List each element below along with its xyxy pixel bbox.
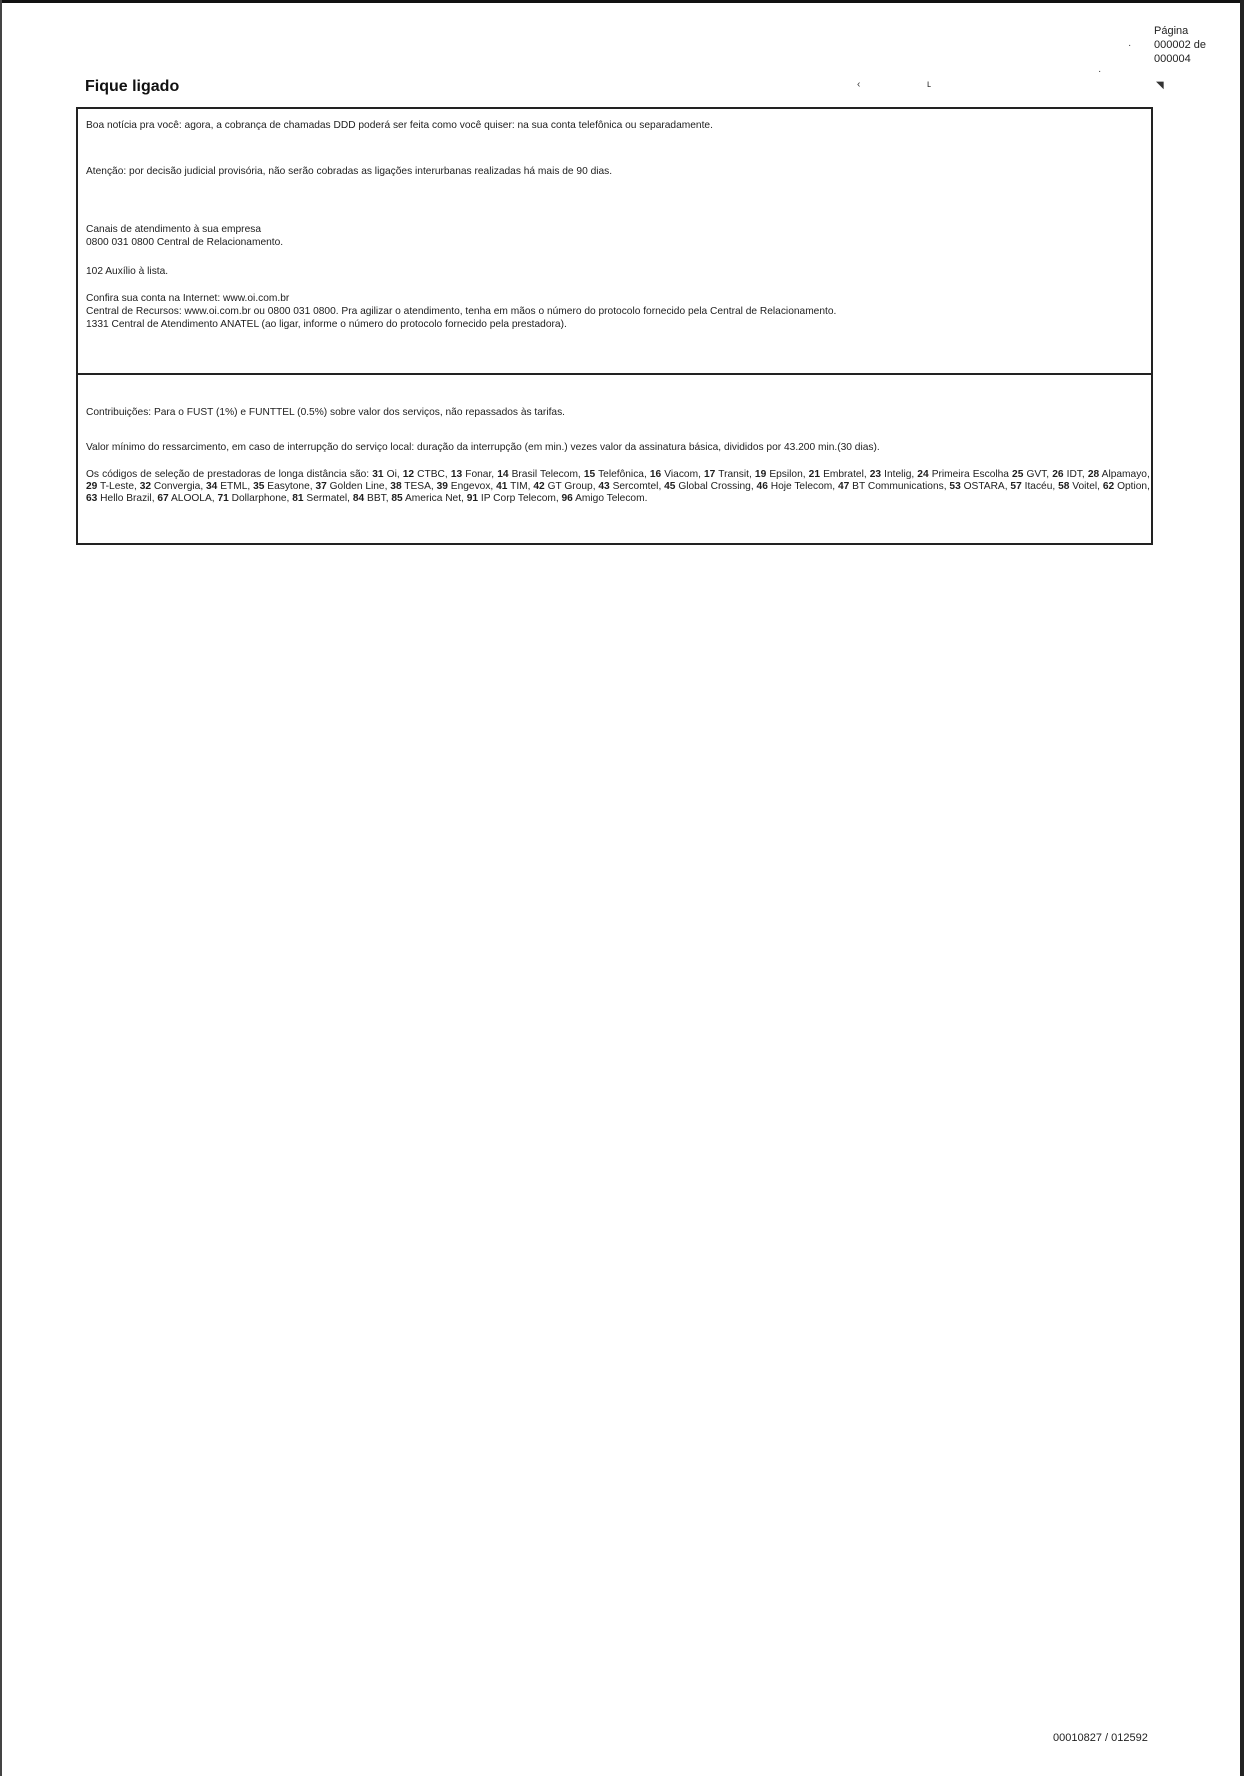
carrier-code: 31 xyxy=(372,469,384,480)
carrier-code: 71 xyxy=(217,493,229,504)
carrier-name: Easytone, xyxy=(264,481,313,492)
carrier-code: 58 xyxy=(1058,481,1070,492)
minimum-refund-line: Valor mínimo do ressarcimento, em caso de interrupção do serviço local: duração da interrupção (em min.) vezes valor da assinatura básica, divididos por 43.200 min.(30 dias). xyxy=(86,442,880,453)
carrier-code: 23 xyxy=(869,469,882,480)
carrier-code: 16 xyxy=(649,469,662,480)
directory-assistance-line: 102 Auxílio à lista. xyxy=(86,266,169,277)
carrier-name: CTBC, xyxy=(414,469,448,480)
anatel-line: 1331 Central de Atendimento ANATEL (ao ligar, informe o número do protocolo fornecido pela prestadora). xyxy=(86,319,567,330)
relationship-center-line: 0800 031 0800 Central de Relacionamento. xyxy=(86,237,284,248)
page-total: 000004 xyxy=(1154,53,1191,65)
carrier-code: 29 xyxy=(86,481,98,492)
carrier-name: Oi, xyxy=(383,469,400,480)
carrier-name: Viacom, xyxy=(661,469,701,480)
carrier-code: 39 xyxy=(436,481,448,492)
carrier-name: GVT, xyxy=(1023,469,1050,480)
scan-speck: ʟ xyxy=(927,79,932,90)
carrier-name: IDT, xyxy=(1063,469,1085,480)
carrier-code: 91 xyxy=(466,493,479,504)
carrier-name: Embratel, xyxy=(820,469,867,480)
carrier-name: Itacéu, xyxy=(1021,481,1056,492)
scan-speck: · xyxy=(1128,40,1132,51)
document-control-number: 00010827 / 012592 xyxy=(1053,1732,1148,1744)
carrier-name: OSTARA, xyxy=(960,481,1008,492)
page-indicator xyxy=(1154,24,1206,66)
carrier-code: 53 xyxy=(949,481,961,492)
page-label: Página xyxy=(1154,25,1189,37)
info-box-bottom xyxy=(76,373,1153,545)
carrier-name: Telefônica, xyxy=(595,469,647,480)
carrier-name: Hoje Telecom, xyxy=(767,481,836,492)
carrier-code: 37 xyxy=(315,481,327,492)
judicial-notice: Atenção: por decisão judicial provisória, não serão cobradas as ligações interurbanas realizadas há mais de 90 dias. xyxy=(86,166,613,177)
carrier-code: 28 xyxy=(1087,469,1100,480)
carrier-code: 38 xyxy=(390,481,402,492)
carrier-name: BT Communications, xyxy=(849,481,947,492)
carrier-name: Convergia, xyxy=(151,481,204,492)
carrier-code: 17 xyxy=(704,469,716,480)
carrier-name: Sercomtel, xyxy=(609,481,662,492)
carrier-name: T-Leste, xyxy=(97,481,137,492)
carrier-code: 32 xyxy=(139,481,152,492)
carrier-code: 41 xyxy=(496,481,508,492)
carrier-code: 85 xyxy=(391,493,403,504)
carrier-code: 35 xyxy=(253,481,265,492)
carrier-name: Transit, xyxy=(715,469,752,480)
internet-bill-line: Confira sua conta na Internet: www.oi.com.br xyxy=(86,293,290,304)
carrier-name: ETML, xyxy=(217,481,251,492)
carrier-name: TIM, xyxy=(507,481,531,492)
carrier-code: 14 xyxy=(497,469,509,480)
carrier-code: 84 xyxy=(352,493,365,504)
carrier-code: 24 xyxy=(917,469,929,480)
carrier-name: TESA, xyxy=(401,481,434,492)
carrier-code: 62 xyxy=(1102,481,1115,492)
scan-speck: ‹ xyxy=(857,79,861,90)
carrier-codes-paragraph xyxy=(86,469,1150,505)
carrier-code: 81 xyxy=(292,493,304,504)
carrier-code: 42 xyxy=(533,481,545,492)
carrier-code: 25 xyxy=(1012,469,1024,480)
carrier-code: 43 xyxy=(598,481,610,492)
carrier-code: 21 xyxy=(808,469,820,480)
info-box-top xyxy=(76,107,1153,375)
carrier-code: 15 xyxy=(583,469,596,480)
carrier-codes-intro: Os códigos de seleção de prestadoras de longa distância são: xyxy=(86,469,370,480)
carrier-name: IP Corp Telecom, xyxy=(478,493,559,504)
carrier-name: Fonar, xyxy=(462,469,495,480)
carrier-code: 26 xyxy=(1052,469,1064,480)
carrier-code: 34 xyxy=(206,481,218,492)
carrier-name: America Net, xyxy=(402,493,464,504)
contributions-line: Contribuições: Para o FUST (1%) e FUNTTEL (0.5%) sobre valor dos serviços, não repassados às tarifas. xyxy=(86,407,566,418)
carrier-code: 46 xyxy=(756,481,768,492)
carrier-name: Primeira Escolha xyxy=(928,469,1009,480)
scan-edge-left xyxy=(0,0,2,1776)
carrier-name: Brasil Telecom, xyxy=(508,469,581,480)
carrier-code: 57 xyxy=(1010,481,1022,492)
carrier-code: 19 xyxy=(754,469,767,480)
carrier-name: Amigo Telecom. xyxy=(572,493,648,504)
carrier-name: BBT, xyxy=(364,493,389,504)
carrier-name: GT Group, xyxy=(544,481,596,492)
carrier-code: 47 xyxy=(837,481,850,492)
carrier-name: Alpamayo, xyxy=(1099,469,1150,480)
carrier-name: Golden Line, xyxy=(326,481,388,492)
ddd-billing-notice: Boa notícia pra você: agora, a cobrança de chamadas DDD poderá ser feita como você quiser: na sua conta telefônica ou separadamente. xyxy=(86,120,713,131)
carrier-code: 45 xyxy=(664,481,676,492)
carrier-name: Hello Brazil, xyxy=(97,493,155,504)
carrier-code: 96 xyxy=(561,493,573,504)
carrier-name: ALOOLA, xyxy=(168,493,215,504)
scan-speck: ◥ xyxy=(1156,80,1164,91)
carrier-code: 63 xyxy=(86,493,98,504)
carrier-name: Global Crossing, xyxy=(675,481,754,492)
appeals-center-line: Central de Recursos: www.oi.com.br ou 0800 031 0800. Pra agilizar o atendimento, tenha em mãos o número do protocolo fornecido pela Central de Relacionamento. xyxy=(86,306,837,317)
carrier-name: Voitel, xyxy=(1069,481,1101,492)
service-channels-heading: Canais de atendimento à sua empresa xyxy=(86,224,261,235)
section-title: Fique ligado xyxy=(85,78,180,95)
carrier-name: Intelig, xyxy=(881,469,915,480)
scan-edge-right xyxy=(1240,0,1244,1776)
carrier-code: 67 xyxy=(157,493,169,504)
carrier-code: 13 xyxy=(450,469,463,480)
carrier-name: Option, xyxy=(1114,481,1150,492)
scan-edge-top xyxy=(0,0,1244,3)
carrier-name: Epsilon, xyxy=(766,469,806,480)
carrier-name: Dollarphone, xyxy=(228,493,290,504)
scan-speck: · xyxy=(1098,66,1102,77)
carrier-name: Sermatel, xyxy=(303,493,351,504)
page-current: 000002 de xyxy=(1154,39,1206,51)
carrier-code: 12 xyxy=(402,469,415,480)
carrier-name: Engevox, xyxy=(447,481,494,492)
